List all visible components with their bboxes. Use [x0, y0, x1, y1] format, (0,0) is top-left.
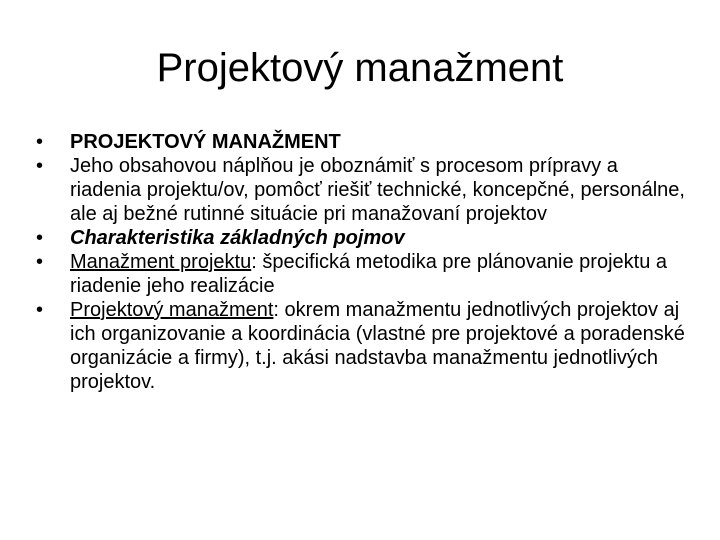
bullet-item [36, 250, 686, 298]
bullet-item [36, 226, 686, 250]
bullet-text: PROJEKTOVÝ MANAŽMENT [70, 131, 341, 153]
bullet-marker: • [36, 131, 44, 153]
bullet-term: Manažment projektu [70, 251, 252, 273]
bullet-text: Jeho obsahovou náplňou je oboznámiť s procesom prípravy a riadenia projektu/ov, pomôcť riešiť technické, koncepčné, personálne, ale aj bežné rutinné situácie pri manažovaní projektov [70, 155, 685, 225]
bullet-item [36, 130, 686, 154]
bullet-item [36, 298, 686, 394]
bullet-marker: • [36, 155, 44, 177]
bullet-definition: : okrem manažmentu jednotlivých projektov aj ich organizovanie a koordinácia (vlastné pre projektové a poradenské organizácie a firmy), t.j. akási nadstavba manažmentu jednotlivých projektov. [70, 299, 685, 393]
bullet-term: Projektový manažment [70, 299, 274, 321]
bullet-definition: : špecifická metodika pre plánovanie projektu a riadenie jeho realizácie [70, 251, 667, 297]
bullet-marker: • [36, 227, 44, 249]
bullet-marker: • [36, 251, 44, 273]
bullet-item [36, 154, 686, 226]
bullet-text: Charakteristika základných pojmov [70, 227, 405, 249]
bullet-marker: • [36, 299, 44, 321]
bullet-list [36, 130, 686, 394]
slide-title: Projektový manažment [156, 46, 564, 90]
